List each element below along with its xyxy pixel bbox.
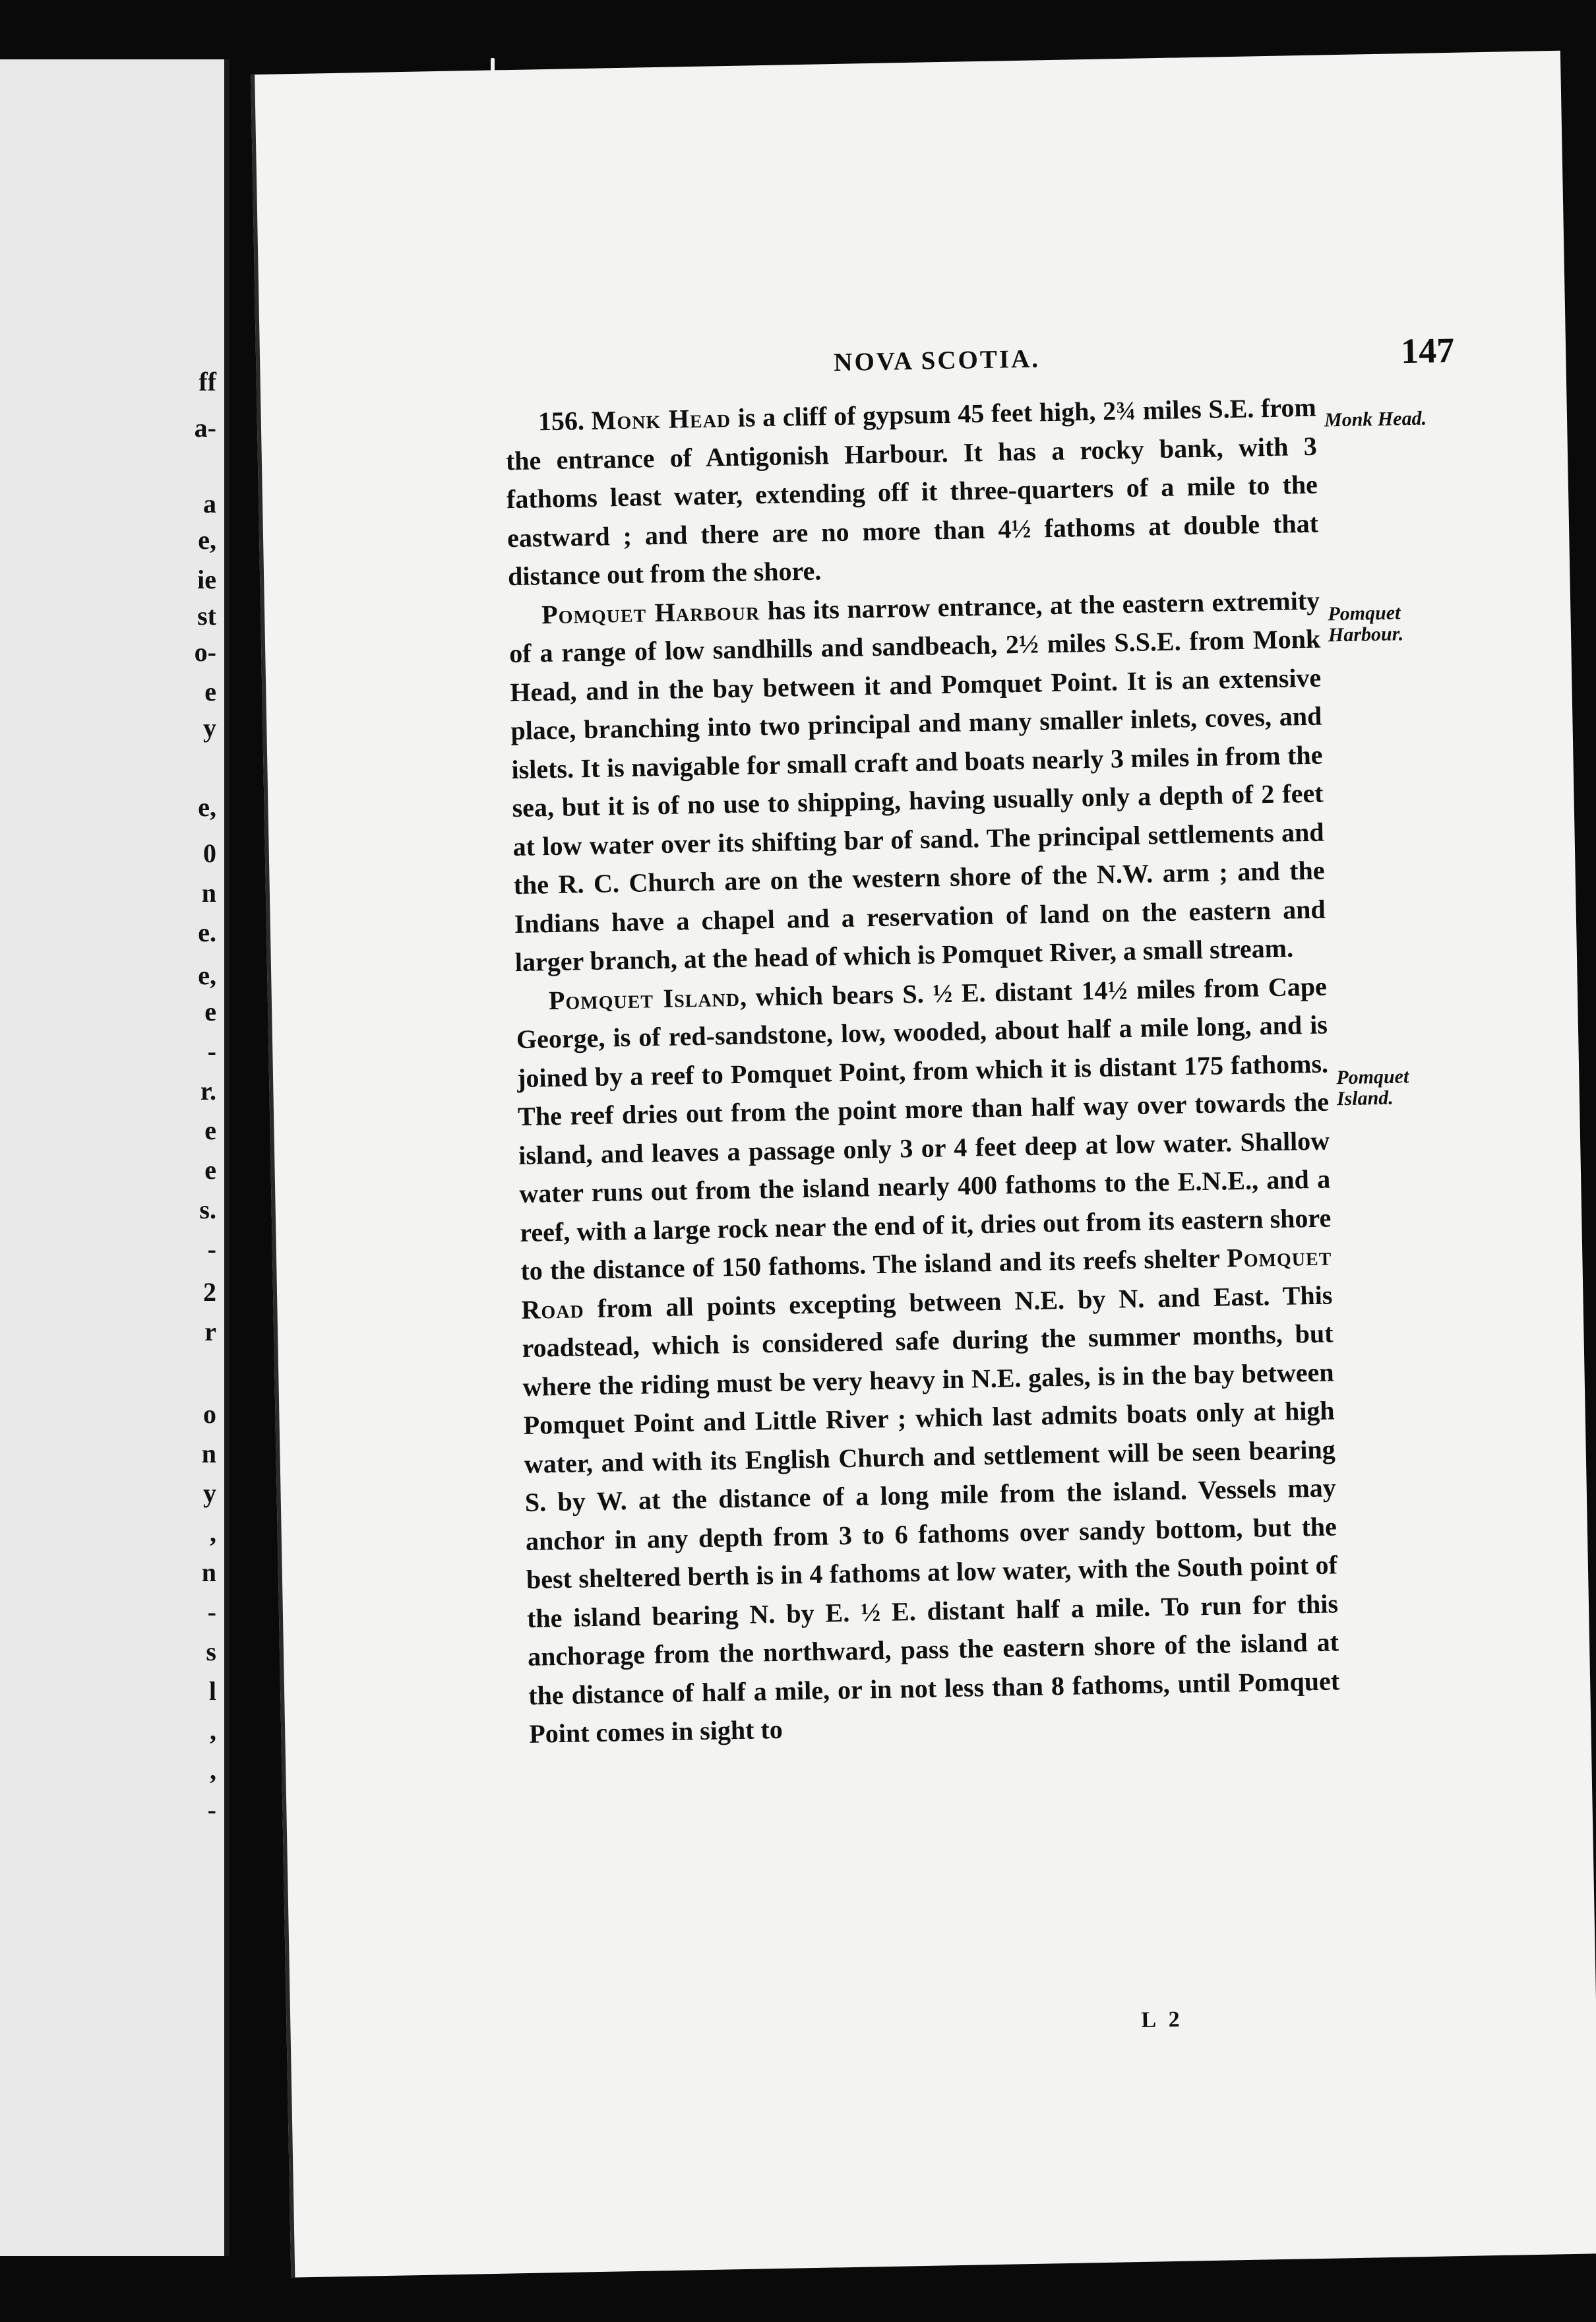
previous-page-fragment: 2 (203, 1277, 216, 1307)
previous-page-fragment: e (204, 1115, 216, 1145)
paragraph-text: is a cliff of gypsum 45 feet high, 2¾ miles S.E. from the entrance of Antigonish Harbour. It has a rocky bank, with 3 fathoms least water, extending off it three-quarters of a mile to the eastward ; and there are no more than 4½ fathoms at double that distance out from the shore. (505, 392, 1319, 592)
previous-page-fragment: - (207, 1036, 216, 1066)
previous-page-fragment: - (207, 1795, 216, 1825)
previous-page-fragment: , (210, 1755, 216, 1785)
previous-page-fragment: e (204, 1155, 216, 1185)
previous-page-fragment: s (206, 1637, 216, 1666)
previous-page-fragment: y (203, 1478, 216, 1508)
text-column (505, 389, 1340, 1754)
previous-page-fragment: ie (197, 565, 216, 594)
paragraph-text: has its narrow entrance, at the eastern extremity of a range of low sandhills and sandbeach, 2½ miles S.S.E. from Monk Head, and in the bay between it and Pomquet Point. It is an extensive place, branching into two principal and many smaller inlets, coves, and islets. It is navigable for small craft and boats nearly 3 miles in from the sea, but it is of no use to shipping, having usually only a depth of 2 feet at low water over its shifting bar of sand. The principal settlements and the R. C. Church are on the western shore of the N.W. arm ; and the Indians have a chapel and a reservation of land on the eastern and larger branch, at the head of which is Pomquet River, a small stream. (508, 585, 1326, 978)
previous-page-fragment: y (203, 713, 216, 743)
previous-page-fragment: n (201, 1439, 216, 1468)
margin-note-pomquet-island: Pomquet Island. (1336, 1065, 1409, 1110)
previous-page-fragment: e, (198, 960, 216, 990)
section-number: 156. (537, 406, 585, 437)
previous-page-fragment: e. (198, 918, 216, 947)
previous-page-fragment: e, (198, 525, 216, 555)
previous-page-fragment: r (204, 1317, 216, 1346)
previous-page-fragment: o (203, 1399, 216, 1429)
paragraph-text: from all points excepting between N.E. by N. and East. This roadstead, which is considered safe during the summer months, but where the riding must be very heavy in N.E. gales, is in the bay between Pomquet Point and Little River ; which last admits boats only at high water, and with its English Church and settlement will be seen bearing S. by W. at the distance of a long mile from the island. Vessels may anchor in any depth from 3 to 6 fathoms over sandy bottom, but the best sheltered berth is in 4 fathoms at low water, with the South point of the island bearing N. by E. ½ E. distant half a mile. To run for this anchorage from the northward, pass the eastern shore of the island at the distance of half a mile, or in not less than 8 fathoms, until Pomquet Point comes in sight to (522, 1279, 1340, 1749)
heading-monk-head: Monk Head (591, 402, 731, 435)
paragraph-pomquet-harbour (508, 581, 1327, 982)
previous-page-fragment: n (201, 1557, 216, 1587)
previous-page-fragment: l (208, 1676, 216, 1706)
margin-note-monk-head: Monk Head. (1324, 407, 1427, 431)
previous-page-edge (0, 59, 230, 2256)
previous-page-fragment: a (203, 489, 216, 518)
previous-page-fragment: s. (199, 1195, 216, 1224)
heading-pomquet-road: Pomquet Road (521, 1241, 1332, 1325)
paragraph-monk-head (505, 389, 1319, 596)
previous-page-fragment: r. (200, 1076, 216, 1106)
previous-page-fragment: a- (194, 413, 216, 443)
previous-page-fragment: e (204, 677, 216, 706)
paragraph-text: , which bears S. ½ E. distant 14½ miles from Cape George, is of red-sandstone, low, wooded, about half a mile long, and is joined by a reef to Pomquet Point, from which it is distant 175 fathoms. The reef dries out from the point more than half way over towards the island, and leaves a passage only 3 or 4 feet deep at low water. Shallow water runs out from the island nearly 400 fathoms to the E.N.E., and a reef, with a large rock near the end of it, dries out from its eastern shore to the distance of 150 fathoms. The island and its reefs shelter (516, 971, 1332, 1286)
heading-pomquet-harbour: Pomquet Harbour (541, 595, 760, 629)
margin-note-pomquet-harbour: Pomquet Harbour. (1328, 602, 1404, 646)
previous-page-fragment: o- (194, 637, 216, 667)
previous-page-fragment: n (201, 878, 216, 908)
paragraph-pomquet-island (515, 967, 1340, 1753)
previous-page-fragment: 0 (203, 838, 216, 868)
previous-page-fragment: e, (198, 792, 216, 822)
book-page (251, 51, 1596, 2278)
page-number: 147 (1400, 330, 1455, 371)
page-title: NOVA SCOTIA. (833, 344, 1041, 377)
previous-page-fragment: st (197, 601, 216, 631)
previous-page-fragment: ff (199, 367, 216, 396)
previous-page-fragment: e (204, 997, 216, 1026)
previous-page-fragment: , (210, 1716, 216, 1745)
previous-page-fragment: , (210, 1518, 216, 1548)
previous-page-fragment: - (207, 1234, 216, 1264)
signature-mark: L 2 (1141, 2007, 1184, 2032)
heading-pomquet-island: Pomquet Island (548, 982, 741, 1015)
previous-page-fragment: - (207, 1597, 216, 1627)
